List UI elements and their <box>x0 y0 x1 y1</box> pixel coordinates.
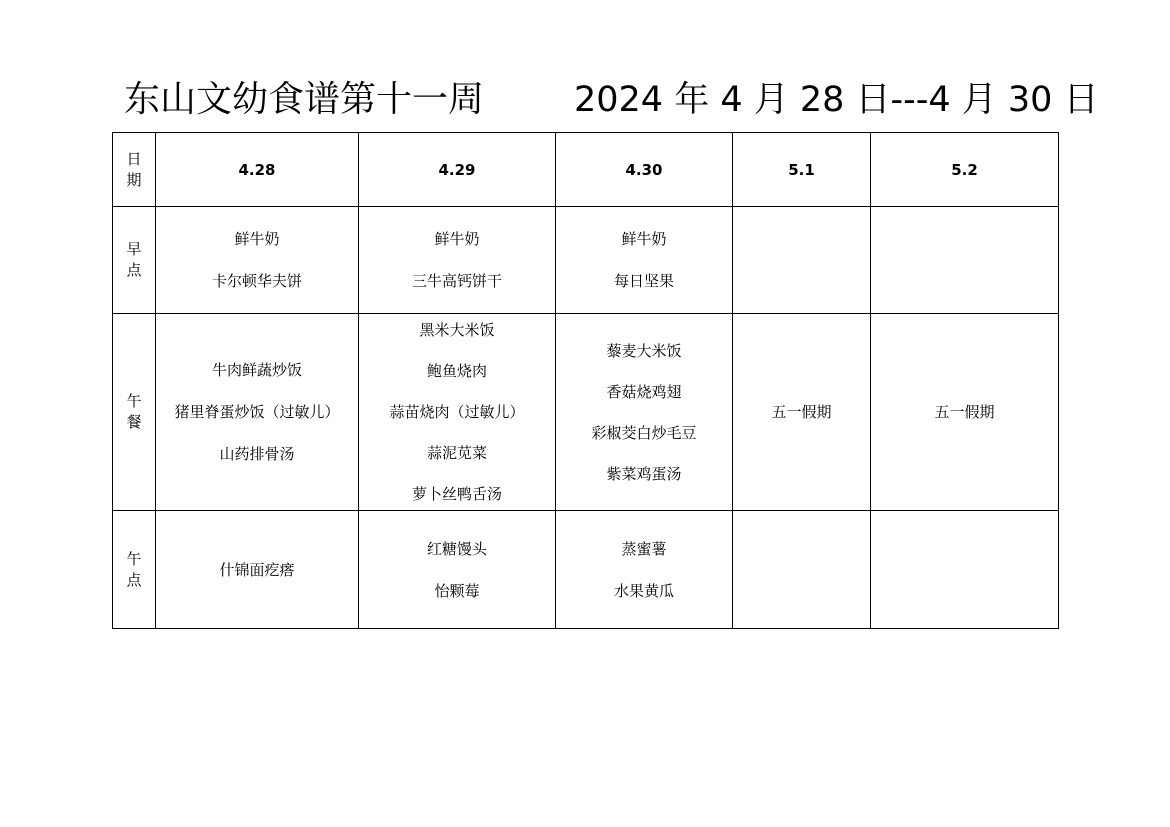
date-cell: 5.2 <box>871 133 1059 207</box>
menu-item: 鲍鱼烧肉 <box>426 362 487 380</box>
snack-cell <box>359 511 556 629</box>
menu-item: 红糖馒头 <box>426 539 487 558</box>
lunch-row <box>113 314 1059 511</box>
breakfast-cell <box>871 207 1059 314</box>
menu-item: 五一假期 <box>934 403 995 421</box>
menu-item: 鲜牛奶 <box>621 230 667 248</box>
breakfast-cell <box>733 207 871 314</box>
snack-cell <box>871 511 1059 629</box>
row-label-snack: 午 点 <box>113 511 156 629</box>
date-cell: 4.30 <box>556 133 733 207</box>
row-label-lunch: 午 餐 <box>113 314 156 511</box>
menu-item: 猪里脊蛋炒饭（过敏儿） <box>174 403 340 421</box>
menu-item: 蒜苗烧肉（过敏儿） <box>389 403 525 421</box>
date-row <box>113 133 1059 207</box>
lunch-cell <box>871 314 1059 511</box>
snack-row <box>113 511 1059 629</box>
menu-item: 三牛高钙饼干 <box>411 272 502 290</box>
snack-cell <box>156 511 359 629</box>
lunch-cell <box>156 314 359 511</box>
menu-item: 香菇烧鸡翅 <box>606 382 682 401</box>
date-range: 2024 年 4 月 28 日---4 月 30 日 <box>574 80 1099 120</box>
menu-item: 怡颗莓 <box>434 581 480 600</box>
menu-table <box>112 132 1059 629</box>
row-label-date: 日 期 <box>113 133 156 207</box>
menu-item: 蒜泥苋菜 <box>426 444 487 462</box>
snack-cell <box>556 511 733 629</box>
menu-item: 黑米大米饭 <box>419 321 495 339</box>
menu-item: 鲜牛奶 <box>234 230 280 248</box>
lunch-cell <box>556 314 733 511</box>
menu-item: 紫菜鸡蛋汤 <box>606 464 682 483</box>
page-title: 东山文幼食谱第十一周 <box>124 79 485 120</box>
lunch-cell <box>359 314 556 511</box>
snack-cell <box>733 511 871 629</box>
menu-item: 蒸蜜薯 <box>621 539 667 558</box>
row-label-breakfast: 早 点 <box>113 207 156 314</box>
title-row <box>124 76 1099 124</box>
menu-item: 什锦面疙瘩 <box>219 560 295 579</box>
menu-item: 彩椒茭白炒毛豆 <box>591 423 697 442</box>
breakfast-cell <box>156 207 359 314</box>
date-cell: 4.28 <box>156 133 359 207</box>
breakfast-cell <box>556 207 733 314</box>
breakfast-cell <box>359 207 556 314</box>
menu-item: 山药排骨汤 <box>219 445 295 463</box>
menu-item: 水果黄瓜 <box>613 581 674 600</box>
menu-item: 萝卜丝鸭舌汤 <box>411 485 502 503</box>
breakfast-row <box>113 207 1059 314</box>
menu-item: 卡尔顿华夫饼 <box>211 272 302 290</box>
menu-item: 每日坚果 <box>613 272 674 290</box>
menu-item: 藜麦大米饭 <box>606 341 682 360</box>
menu-item: 牛肉鲜蔬炒饭 <box>211 361 302 379</box>
date-cell: 5.1 <box>733 133 871 207</box>
menu-item: 鲜牛奶 <box>434 230 480 248</box>
lunch-cell <box>733 314 871 511</box>
date-cell: 4.29 <box>359 133 556 207</box>
menu-item: 五一假期 <box>771 403 832 421</box>
